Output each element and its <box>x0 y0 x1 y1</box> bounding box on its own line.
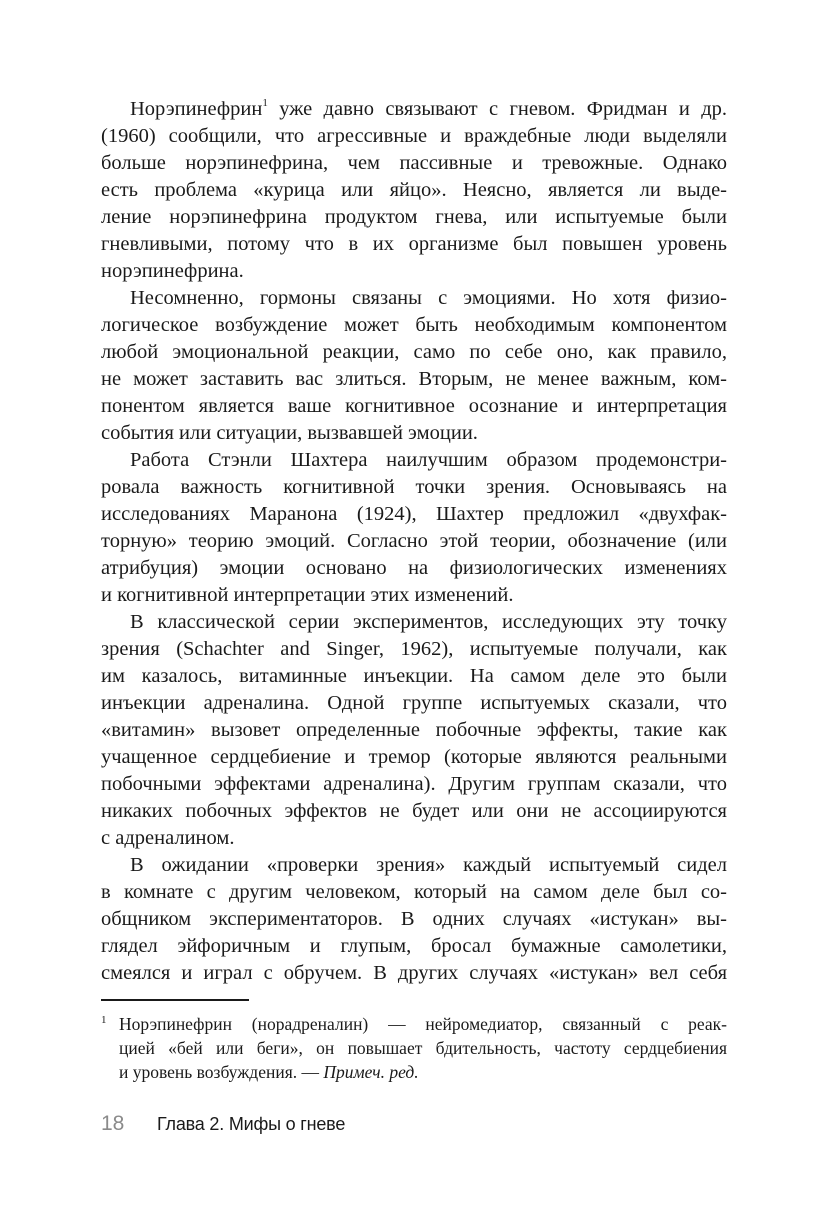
text-line: больше норэпинефрина, чем пассивные и тревожные. Однако <box>101 152 727 174</box>
paragraph <box>101 285 727 447</box>
text-line: учащенное сердцебиение и тремор (которые являются реальными <box>101 746 727 768</box>
footnote-marker: 1 <box>101 1014 107 1026</box>
text-line: Несомненно, гормоны связаны с эмоциями. Но хотя физио- <box>130 287 727 309</box>
text-line: в комнате с другим человеком, который на самом деле был со- <box>101 881 727 903</box>
editor-note: Примеч. ред. <box>323 1062 419 1082</box>
text-line: и когнитивной интерпретации этих изменений. <box>101 584 514 606</box>
text-line: атрибуция) эмоции основано на физиологических изменениях <box>101 557 727 579</box>
text-line: события или ситуации, вызвавшей эмоции. <box>101 422 478 444</box>
paragraph <box>101 447 727 609</box>
main-text <box>101 96 727 987</box>
footnote-reference: 1 <box>262 97 268 109</box>
text-line: логическое возбуждение может быть необходимым компонентом <box>101 314 727 336</box>
text-line: глядел эйфоричным и глупым, бросал бумажные самолетики, <box>101 935 727 957</box>
text-line: ровала важность когнитивной точки зрения. Основываясь на <box>101 476 727 498</box>
text-line: (1960) сообщили, что агрессивные и враждебные люди выделяли <box>101 125 727 147</box>
text-line: исследованиях Маранона (1924), Шахтер предложил «двухфак- <box>101 503 727 525</box>
text-line: любой эмоциональной реакции, само по себе оно, как правило, <box>101 341 727 363</box>
text-line: не может заставить вас злиться. Вторым, не менее важным, ком- <box>101 368 727 390</box>
text-line: побочными эффектами адреналина). Другим группам сказали, что <box>101 773 727 795</box>
paragraph <box>101 96 727 285</box>
page-footer <box>101 1112 345 1142</box>
text-line: торную» теорию эмоций. Согласно этой теории, обозначение (или <box>101 530 727 552</box>
text-line: им казалось, витаминные инъекции. На самом деле это были <box>101 665 727 687</box>
text-line: В классической серии экспериментов, исследующих эту точку <box>130 611 727 633</box>
text-line: Норэпинефрин$^1$ уже давно связывают с гневом. Фридман и др. <box>130 97 727 120</box>
footnote-line: цией «бей или беги», он повышает бдительность, частоту сердцебиения <box>119 1038 727 1058</box>
running-chapter-title: Глава 2. Мифы о гневе <box>157 1114 346 1134</box>
text-line: гневливыми, потому что в их организме был повышен уровень <box>101 233 727 255</box>
text-line: «витамин» вызовет определенные побочные эффекты, такие как <box>101 719 727 741</box>
paragraph <box>101 609 727 852</box>
text-line: есть проблема «курица или яйцо». Неясно, является ли выде- <box>101 179 727 201</box>
footnote-line: 1 Норэпинефрин (норадреналин) — нейромедиатор, связанный с реак- <box>101 1012 727 1036</box>
text-line: с адреналином. <box>101 827 235 849</box>
footnote-divider <box>101 999 249 1001</box>
text-line: инъекции адреналина. Одной группе испытуемых сказали, что <box>101 692 727 714</box>
text-line: зрения (Schachter and Singer, 1962), испытуемые получали, как <box>101 638 727 660</box>
text-line: ление норэпинефрина продуктом гнева, или испытуемые были <box>101 206 727 228</box>
text-line: никаких побочных эффектов не будет или они не ассоциируются <box>101 800 727 822</box>
footnote <box>101 1012 727 1084</box>
text-line: общником экспериментаторов. В одних случаях «истукан» вы- <box>101 908 727 930</box>
text-line: смеялся и играл с обручем. В других случаях «истукан» вел себя <box>101 962 727 984</box>
text-line: норэпинефрина. <box>101 260 244 282</box>
paragraph <box>101 852 727 987</box>
footnote-line: и уровень возбуждения. — Примеч. ред. <box>119 1062 419 1082</box>
text-line: Работа Стэнли Шахтера наилучшим образом продемонстри- <box>130 449 727 471</box>
text-line: понентом является ваше когнитивное осознание и интерпретация <box>101 395 727 417</box>
text-line: В ожидании «проверки зрения» каждый испытуемый сидел <box>130 854 727 876</box>
page-number: 18 <box>101 1112 125 1135</box>
